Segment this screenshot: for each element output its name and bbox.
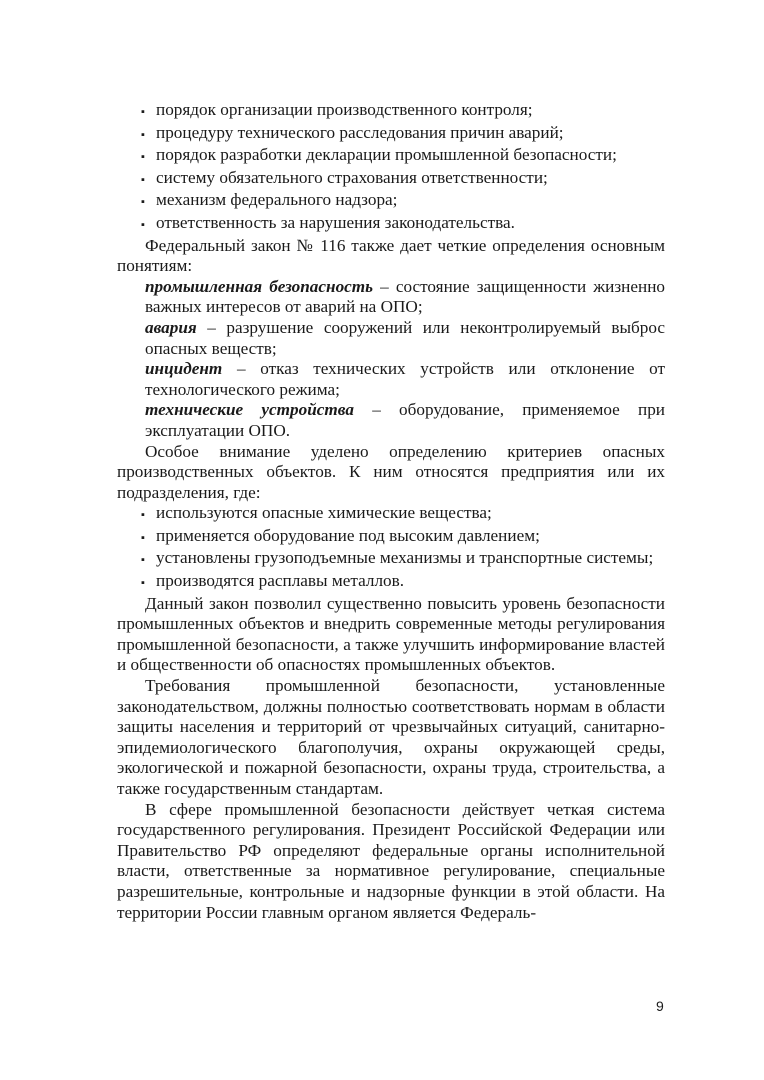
bullet-list-obligations: [117, 100, 665, 236]
list-item: ▪ используются опасные химические вещества;: [117, 503, 665, 526]
definition-term: технические устройства: [145, 400, 354, 420]
bullet-icon: ▪: [141, 106, 145, 118]
definition-text: – разрушение сооружений или неконтролируемый выброс опасных веществ;: [145, 317, 665, 358]
list-item: ▪ механизм федерального надзора;: [117, 190, 665, 213]
definition-text: – оборудование, применяемое при эксплуатации ОПО.: [145, 400, 665, 440]
page-body: [117, 100, 665, 923]
bullet-icon: ▪: [141, 218, 145, 231]
definition-term: авария: [145, 317, 197, 337]
bullet-icon: ▪: [141, 509, 145, 522]
list-item: ▪ производятся расплавы металлов.: [117, 571, 665, 594]
paragraph-regulation: В сфере промышленной безопасности действует четкая система государственного регулирования. Президент Российской Федерации или Правительство РФ определяют федеральные органы исполнительной власти, ответственные за нормативное регулирование, специальные разрешительные, контрольные и надзорные функции в этой области. На территории России главным органом является Федераль-: [117, 799, 665, 922]
paragraph-law-effect: Данный закон позволил существенно повысить уровень безопасности промышленных объектов и внедрить современные методы регулирования промышленной безопасности, а также улучшить информирование властей и общественности об опасностях промышленных объектов.: [117, 593, 665, 675]
bullet-icon: ▪: [141, 128, 145, 141]
definition-term: инцидент: [145, 359, 223, 379]
bullet-icon: ▪: [141, 554, 145, 567]
list-item: ▪ порядок организации производственного контроля;: [117, 100, 665, 123]
definition-text: – отказ технических устройств или отклонение от технологического режима;: [145, 359, 665, 399]
bullet-list-criteria: [117, 503, 665, 593]
definition-item: [117, 277, 665, 318]
list-item: ▪ порядок разработки декларации промышленной безопасности;: [117, 145, 665, 168]
paragraph-criteria: Особое внимание уделено определению критериев опасных производственных объектов. К ним относятся предприятия или их подразделения, где:: [117, 441, 665, 502]
definition-item: [117, 359, 665, 400]
definition-item: [117, 318, 665, 359]
bullet-icon: ▪: [141, 173, 145, 186]
bullet-icon: ▪: [141, 196, 145, 209]
paragraph-definitions-intro: Федеральный закон № 116 также дает четкие определения основным понятиям:: [117, 235, 665, 276]
definitions-list: [117, 277, 665, 442]
list-item: ▪ применяется оборудование под высоким давлением;: [117, 526, 665, 549]
paragraph-requirements: Требования промышленной безопасности, установленные законодательством, должны полностью соответствовать нормам в области защиты населения и территорий от чрезвычайных ситуаций, санитарно-эпидемиологического благополучия, охраны окружающей среды, экологической и пожарной безопасности, охраны труда, строительства, а также государственным стандартам.: [117, 676, 665, 798]
list-item: ▪ ответственность за нарушения законодательства.: [117, 213, 665, 236]
definition-text: – состояние защищенности жизненно важных интересов от аварий на ОПО;: [145, 276, 665, 317]
list-item: ▪ систему обязательного страхования ответственности;: [117, 168, 665, 191]
bullet-icon: ▪: [141, 577, 145, 590]
list-item: ▪ процедуру технического расследования причин аварий;: [117, 123, 665, 146]
definition-item: [117, 400, 665, 441]
page-number: 9: [656, 998, 664, 1014]
definition-term: промышленная безопасность: [145, 276, 374, 296]
list-item: ▪ установлены грузоподъемные механизмы и транспортные системы;: [117, 548, 665, 571]
bullet-icon: ▪: [141, 151, 145, 164]
bullet-icon: ▪: [141, 531, 145, 544]
